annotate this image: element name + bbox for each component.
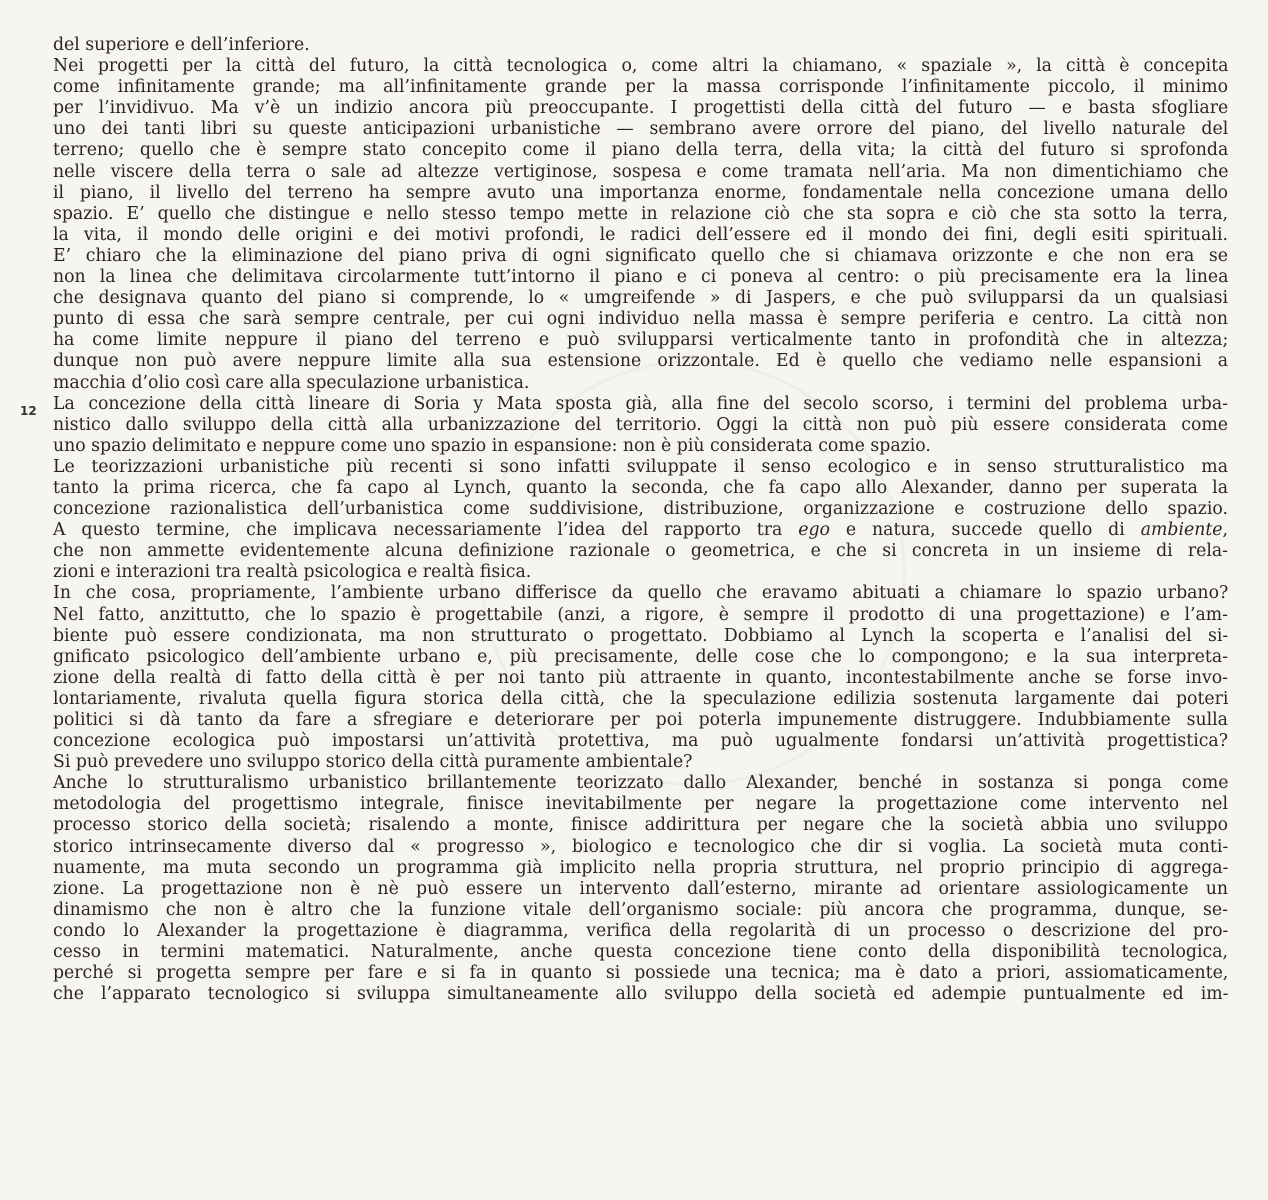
text-line: uno spazio delimitato e neppure come uno spazio in espansione: non è più considerata come spazio. — [53, 435, 931, 456]
text-line: Nei progetti per la città del futuro, la città tecnologica o, come altri la chiamano, « spaziale », la città è concepita — [53, 56, 1229, 77]
text-line: A questo termine, che implicava necessariamente l’idea del rapporto tra ego e natura, succede quello di ambiente, — [53, 520, 1228, 541]
text-line: concezione ecologica può impostarsi un’attività protettiva, ma può ugualmente fondarsi un’attività progettistica? — [53, 731, 1228, 752]
text-line: lontariamente, rivaluta quella figura storica della città, che la speculazione edilizia sostenuta largamente dai poteri — [53, 688, 1229, 709]
text-line: zione della realtà di fatto della città è per noi tanto più attraente in quanto, incontestabilmente anche se forse invo- — [53, 667, 1228, 688]
text-line: Si può prevedere uno sviluppo storico della città puramente ambientale? — [53, 752, 693, 773]
text-line: Anche lo strutturalismo urbanistico brillantemente teorizzato dallo Alexander, benché in sostanza si ponga come — [53, 773, 1229, 794]
text-line: il piano, il livello del terreno ha sempre avuto una importanza enorme, fondamentale nella concezione umana dello — [53, 182, 1229, 203]
text-line: zione. La progettazione non è nè può essere un intervento dall’esterno, mirante ad orientare assiologicamente un — [53, 878, 1228, 899]
text-line: storico intrinsecamente diverso dal « progresso », biologico e tecnologico che dir si voglia. La società muta conti- — [53, 836, 1229, 857]
text-line: ha come limite neppure il piano del terreno e può svilupparsi verticalmente tanto in profondità che in altezza; — [53, 330, 1229, 351]
text-line: dunque non può avere neppure limite alla sua estensione orizzontale. Ed è quello che vediamo nelle espansioni a — [53, 351, 1228, 372]
body-text — [53, 35, 1228, 1005]
text-line: dinamismo che non è altro che la funzione vitale dell’organismo sociale: più ancora che programma, dunque, se- — [53, 899, 1228, 920]
text-line: metodologia del progettismo integrale, finisce inevitabilmente per negare la progettazione come intervento nel — [53, 794, 1228, 815]
text-line: nelle viscere della terra o sale ad altezze vertiginose, sospesa e come tramata nell’aria. Ma non dimentichiamo che — [53, 161, 1229, 182]
text-line: terreno; quello che è sempre stato concepito come il piano della terra, della vita; la città del futuro si sprofonda — [53, 140, 1229, 161]
text-line: biente può essere condizionata, ma non strutturato o progettato. Dobbiamo al Lynch la scoperta e l’analisi del si- — [53, 625, 1229, 646]
text-line: processo storico della società; risalendo a monte, finisce addirittura per negare che la società abbia uno sviluppo — [53, 815, 1228, 836]
text-line: spazio. E’ quello che distingue e nello stesso tempo mette in relazione ciò che sta sopra e ciò che sta sotto la terra, — [53, 203, 1228, 224]
text-line: nistico dallo sviluppo della città alla urbanizzazione del territorio. Oggi la città non può più essere considerata come — [53, 414, 1228, 435]
text-line: non la linea che delimitava circolarmente tutt’intorno il piano e ci poneva al centro: o più precisamente era la linea — [53, 267, 1229, 288]
text-line: zioni e interazioni tra realtà psicologica e realtà fisica. — [53, 562, 532, 583]
text-line: punto di essa che sarà sempre centrale, per cui ogni individuo nella massa è sempre periferia e centro. La città non — [53, 309, 1228, 330]
text-line: In che cosa, propriamente, l’ambiente urbano differisce da quello che eravamo abituati a chiamare lo spazio urbano? — [53, 583, 1229, 604]
text-line: del superiore e dell’inferiore. — [53, 35, 310, 55]
text-line: perché si progetta sempre per fare e si fa in quanto si possiede una tecnica; ma è dato a priori, assiomaticamente, — [53, 963, 1229, 984]
text-line: politici si dà tanto da fare a sfregiare e deteriorare per poi poterla impunemente distruggere. Indubbiamente sulla — [53, 710, 1228, 730]
text-line: che designava quanto del piano si comprende, lo « umgreifende » di Jaspers, e che può svilupparsi da un qualsiasi — [53, 288, 1229, 309]
text-line: nuamente, ma muta secondo un programma già implicito nella propria struttura, nel proprio principio di aggrega- — [53, 857, 1229, 878]
text-line: condo lo Alexander la progettazione è diagramma, verifica della regolarità di un processo o descrizione del pro- — [53, 920, 1229, 941]
text-line: uno dei tanti libri su queste anticipazioni urbanistiche — sembrano avere orrore del piano, del livello naturale del — [53, 119, 1229, 140]
text-line: concezione razionalistica dell’urbanistica come suddivisione, distribuzione, organizzazione e costruzione dello spazio. — [53, 499, 1228, 520]
text-line: Le teorizzazioni urbanistiche più recenti si sono infatti sviluppate il senso ecologico e in senso strutturalistico ma — [53, 456, 1228, 477]
text-line: che non ammette evidentemente alcuna definizione razionale o geometrica, e che si concreta in un insieme di rela- — [53, 541, 1229, 562]
text-line: come infinitamente grande; ma all’infinitamente grande per la massa corrisponde l’infinitamente piccolo, il minimo — [53, 77, 1228, 98]
text-line: cesso in termini matematici. Naturalmente, anche questa concezione tiene conto della disponibilità tecnologica, — [53, 942, 1228, 963]
page-number: 12 — [20, 404, 37, 418]
text-line: gnificato psicologico dell’ambiente urbano e, più precisamente, delle cose che lo compongono; e la sua interpreta- — [53, 646, 1228, 667]
text-line: tanto la prima ricerca, che fa capo al Lynch, quanto la seconda, che fa capo allo Alexander, danno per superata la — [53, 477, 1228, 498]
text-line: Nel fatto, anzittutto, che lo spazio è progettabile (anzi, a rigore, è sempre il prodotto di una progettazione) e l’am- — [53, 604, 1228, 625]
text-line: E’ chiaro che la eliminazione del piano priva di ogni significato quello che si chiamava orizzonte e che non era se — [53, 245, 1228, 266]
text-line: La concezione della città lineare di Soria y Mata sposta già, alla fine del secolo scorso, i termini del problema urba- — [53, 393, 1228, 414]
text-line: la vita, il mondo delle origini e dei motivi profondi, le radici dell’essere ed il mondo dei fini, degli esiti spirituali. — [53, 224, 1229, 245]
text-line: che l’apparato tecnologico si sviluppa simultaneamente allo sviluppo della società ed adempie puntualmente ed im- — [53, 984, 1229, 1005]
text-line: per l’invidivuo. Ma v’è un indizio ancora più preoccupante. I progettisti della città del futuro — e basta sfogliare — [53, 98, 1229, 119]
text-line: macchia d’olio così care alla speculazione urbanistica. — [53, 372, 530, 393]
